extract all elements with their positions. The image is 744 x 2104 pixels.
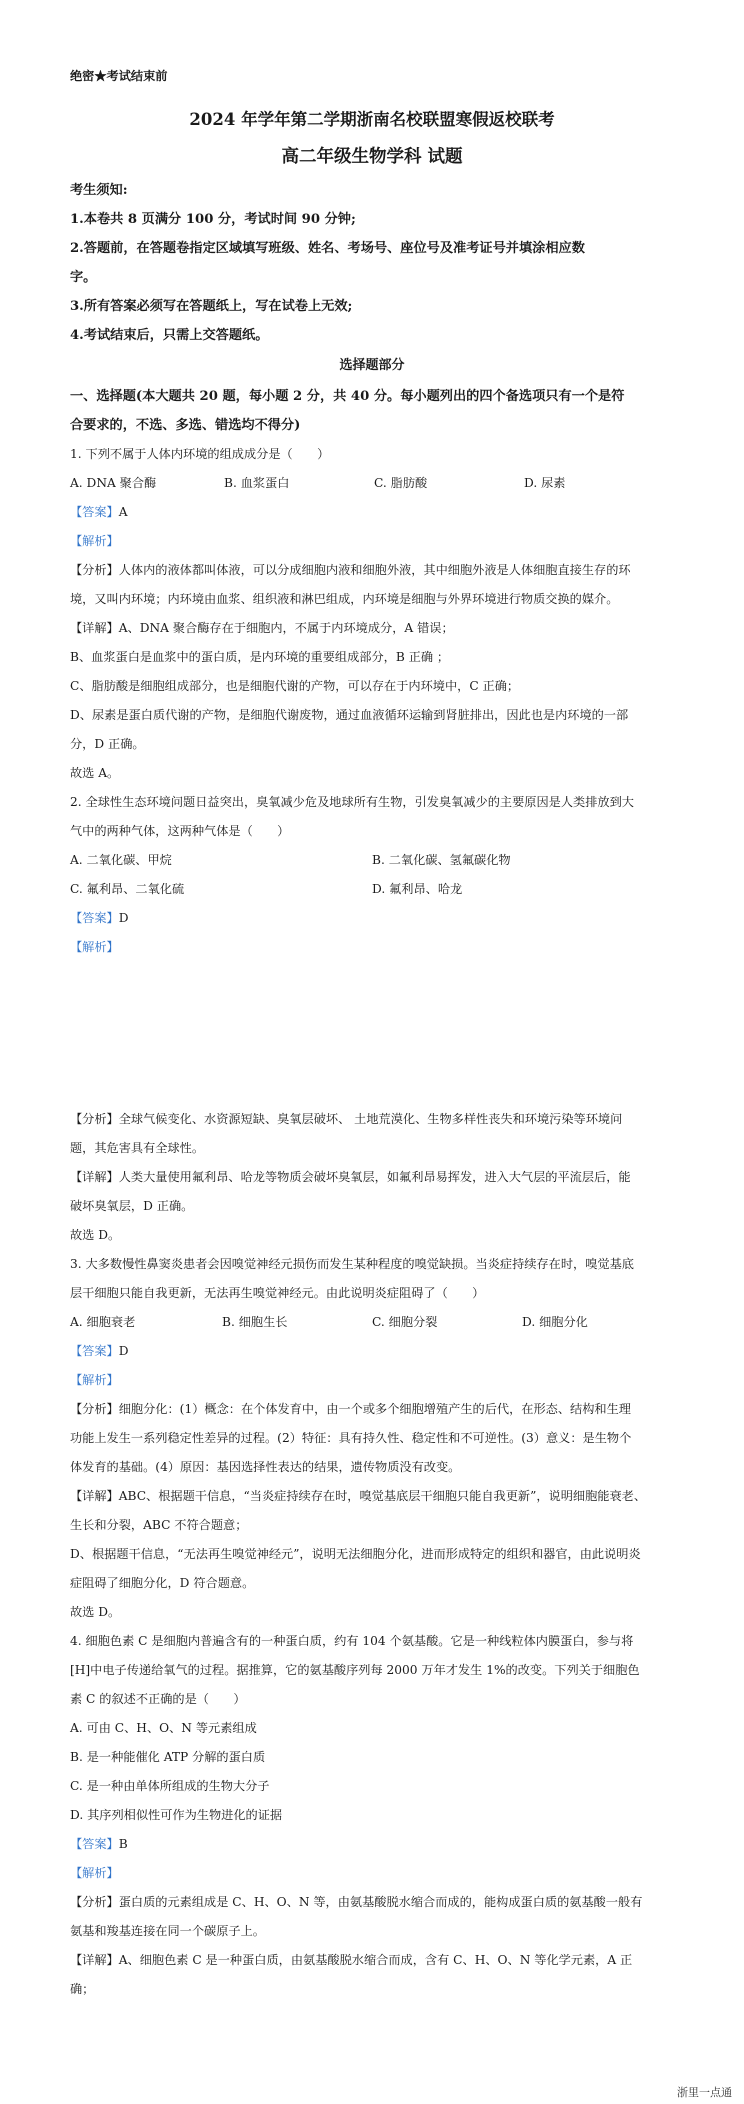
answer-label: 【答案】: [70, 911, 119, 925]
q2-option-c: C. 氟利昂、二氧化硫: [70, 882, 185, 896]
q2-analysis-label: 【解析】: [70, 940, 119, 954]
q3-analysis-line: 体发育的基础。(4）原因：基因选择性表达的结果，遗传物质没有改变。: [70, 1460, 461, 1474]
q4-answer: [70, 1830, 682, 1858]
notice-item-1: 1.本卷共 8 页满分 100 分，考试时间 90 分钟;: [70, 212, 356, 227]
q3-option-a: A. 细胞衰老: [70, 1315, 136, 1329]
q1-option-c: C. 脂肪酸: [374, 476, 428, 490]
notice-item-4: 4.考试结束后，只需上交答题纸。: [70, 328, 269, 343]
q4-detail-line: 确；: [70, 1982, 95, 1996]
q2-stem-cont: 气中的两种气体，这两种气体是（ ）: [70, 824, 290, 838]
q4-analysis-line: 【分析】蛋白质的元素组成是 C、H、O、N 等，由氨基酸脱水缩合而成的，能构成蛋白质的氨基酸一般有: [70, 1895, 643, 1909]
notice-item-2: 2.答题前，在答题卷指定区域填写班级、姓名、考场号、座位号及准考证号并填涂相应数: [70, 241, 585, 256]
notice-heading: 考生须知:: [70, 183, 128, 198]
q1-analysis-line: 【分析】人体内的液体都叫体液，可以分成细胞内液和细胞外液，其中细胞外液是人体细胞直接生存的环: [70, 563, 631, 577]
q2-analysis-line: 【分析】全球气候变化、水资源短缺、臭氧层破坏、 土地荒漠化、生物多样性丧失和环境污染等环境问: [70, 1112, 623, 1126]
q1-detail-line: D、尿素是蛋白质代谢的产物，是细胞代谢废物，通过血液循环运输到肾脏排出，因此也是内环境的一部: [70, 708, 629, 722]
q1-analysis-line: 境，又叫内环境；内环境由血浆、组织液和淋巴组成，内环境是细胞与外界环境进行物质交换的媒介。: [70, 592, 619, 606]
q2-option-b: B. 二氧化碳、氢氟碳化物: [372, 853, 511, 867]
q3-detail-line: 【详解】ABC、根据题干信息，“当炎症持续存在时，嗅觉基底层干细胞只能自我更新”，说明细胞能衰老、: [70, 1489, 647, 1503]
exam-subtitle: 高二年级生物学科 试题: [281, 147, 463, 167]
q1-detail-line: 【详解】A、DNA 聚合酶存在于细胞内，不属于内环境成分，A 错误；: [70, 621, 454, 635]
q3-analysis-line: 功能上发生一系列稳定性差异的过程。(2）特征：具有持久性、稳定性和不可逆性。(3）意义：是生物个: [70, 1431, 632, 1445]
q3-analysis-line: 【分析】细胞分化：(1）概念：在个体发育中，由一个或多个细胞增殖产生的后代，在形态、结构和生理: [70, 1402, 631, 1416]
q2-answer-value: D: [118, 911, 129, 925]
q1-conclusion: 故选 A。: [70, 766, 120, 780]
q4-answer-value: B: [118, 1837, 128, 1851]
q4-stem-cont: 素 C 的叙述不正确的是（ ）: [70, 1692, 246, 1706]
confidential-label: 绝密★考试结束前: [70, 69, 168, 83]
answer-label: 【答案】: [70, 1837, 119, 1851]
q3-detail-line: D、根据题干信息，“无法再生嗅觉神经元”，说明无法细胞分化，进而形成特定的组织和器官，由此说明炎: [70, 1547, 641, 1561]
answer-label: 【答案】: [70, 1344, 119, 1358]
q2-detail-line: 【详解】人类大量使用氟利昂、哈龙等物质会破坏臭氧层，如氟利昂易挥发，进入大气层的平流层后，能: [70, 1170, 631, 1184]
q3-analysis-label: 【解析】: [70, 1373, 119, 1387]
answer-label: 【答案】: [70, 505, 119, 519]
q3-option-c: C. 细胞分裂: [372, 1315, 438, 1329]
q1-analysis-label: 【解析】: [70, 534, 119, 548]
q2-detail-line: 破坏臭氧层，D 正确。: [70, 1199, 194, 1213]
q3-stem: 3. 大多数慢性鼻窦炎患者会因嗅觉神经元损伤而发生某种程度的嗅觉缺损。当炎症持续存在时，嗅觉基底: [70, 1257, 634, 1271]
section-heading: 一、选择题(本大题共 20 题，每小题 2 分，共 40 分。每小题列出的四个备选项只有一个是符: [70, 389, 625, 404]
q4-analysis-label: 【解析】: [70, 1866, 119, 1880]
q3-answer: [70, 1337, 682, 1365]
q4-option-a: A. 可由 C、H、O、N 等元素组成: [70, 1721, 257, 1735]
notice-item-3: 3.所有答案必须写在答题纸上，写在试卷上无效;: [70, 299, 353, 314]
q2-answer: [70, 904, 682, 932]
q1-answer: [70, 498, 682, 526]
q1-detail-line: B、血浆蛋白是血浆中的蛋白质，是内环境的重要组成部分，B 正确 ；: [70, 650, 450, 664]
notice-item-2-cont: 字。: [70, 270, 97, 285]
q4-stem-cont: [H]中电子传递给氧气的过程。据推算，它的氨基酸序列每 2000 万年才发生 1%的改变。下列关于细胞色: [70, 1663, 640, 1677]
q3-stem-cont: 层干细胞只能自我更新，无法再生嗅觉神经元。由此说明炎症阻碍了（ ）: [70, 1286, 485, 1300]
q2-option-d: D. 氟利昂、哈龙: [372, 882, 463, 896]
q1-answer-value: A: [118, 505, 128, 519]
q3-answer-value: D: [118, 1344, 129, 1358]
exam-title: 2024 年学年第二学期浙南名校联盟寒假返校联考: [189, 110, 555, 129]
q1-detail-line: 分，D 正确。: [70, 737, 145, 751]
q1-detail-line: C、脂肪酸是细胞组成部分，也是细胞代谢的产物，可以存在于内环境中，C 正确；: [70, 679, 520, 693]
q4-detail-line: 【详解】A、细胞色素 C 是一种蛋白质，由氨基酸脱水缩合而成，含有 C、H、O、N 等化学元素，A 正: [70, 1953, 633, 1967]
q4-option-c: C. 是一种由单体所组成的生物大分子: [70, 1779, 270, 1793]
q2-stem: 2. 全球性生态环境问题日益突出，臭氧减少危及地球所有生物，引发臭氧减少的主要原因是人类排放到大: [70, 795, 634, 809]
part-title: 选择题部分: [339, 358, 405, 373]
q4-stem: 4. 细胞色素 C 是细胞内普遍含有的一种蛋白质，约有 104 个氨基酸。它是一种线粒体内膜蛋白，参与将: [70, 1634, 634, 1648]
footer-brand: 浙里一点通: [677, 2086, 732, 2099]
q3-option-b: B. 细胞生长: [222, 1315, 288, 1329]
q3-detail-line: 生长和分裂，ABC 不符合题意；: [70, 1518, 248, 1532]
q2-conclusion: 故选 D。: [70, 1228, 121, 1242]
q1-option-b: B. 血浆蛋白: [224, 476, 290, 490]
q4-option-b: B. 是一种能催化 ATP 分解的蛋白质: [70, 1750, 266, 1764]
q2-analysis-line: 题，其危害具有全球性。: [70, 1141, 205, 1155]
q1-stem: 1. 下列不属于人体内环境的组成成分是（ ）: [70, 447, 330, 461]
q4-analysis-line: 氨基和羧基连接在同一个碳原子上。: [70, 1924, 265, 1938]
q2-option-a: A. 二氧化碳、甲烷: [70, 853, 172, 867]
section-heading-cont: 合要求的，不选、多选、错选均不得分): [70, 418, 301, 433]
q3-detail-line: 症阻碍了细胞分化，D 符合题意。: [70, 1576, 255, 1590]
q3-conclusion: 故选 D。: [70, 1605, 121, 1619]
q4-option-d: D. 其序列相似性可作为生物进化的证据: [70, 1808, 283, 1822]
q1-option-d: D. 尿素: [524, 476, 566, 490]
q3-option-d: D. 细胞分化: [522, 1315, 588, 1329]
q1-option-a: A. DNA 聚合酶: [70, 476, 157, 490]
